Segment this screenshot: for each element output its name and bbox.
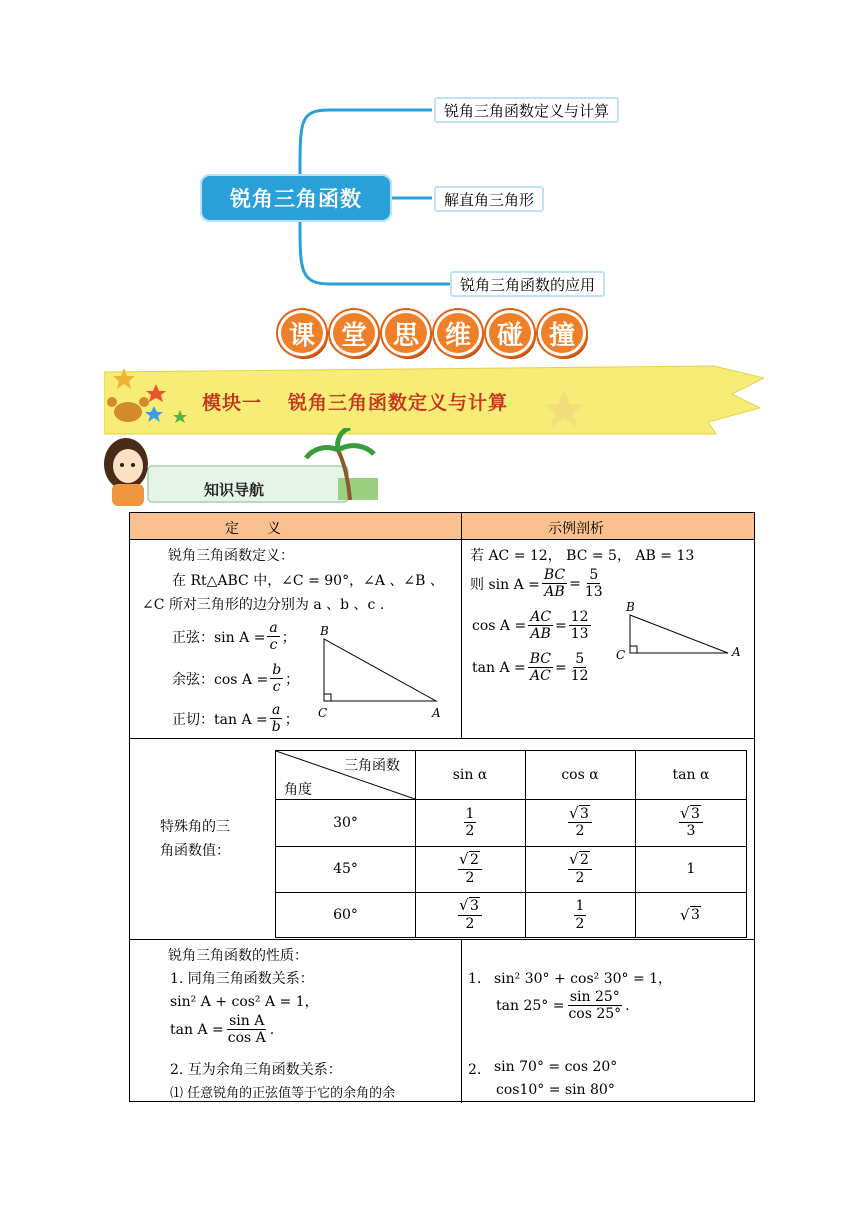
angle-30: 30° — [333, 814, 358, 831]
radicand: 3 — [580, 805, 589, 822]
props-title: 锐角三角函数的性质： — [168, 948, 308, 964]
example-1-number: 1． — [468, 971, 491, 987]
mindmap-connectors — [0, 0, 860, 320]
cos-denominator: c — [272, 679, 281, 696]
girl-avatar-icon — [104, 438, 148, 506]
fraction-numerator: BC — [543, 567, 566, 583]
fraction-denominator: AB — [530, 626, 551, 643]
example-given: 若 AC = 12， BC = 5， AB = 13 — [470, 548, 695, 564]
sin-45 — [415, 846, 525, 892]
definition-line-2: ∠C 所对三角形的边分别为 a 、b 、c . — [142, 597, 385, 613]
banner-char: 思 — [382, 310, 430, 356]
tan-denominator: b — [271, 719, 281, 736]
right-triangle-diagram — [316, 625, 446, 721]
cos-45 — [525, 846, 635, 892]
col-sin: sin α — [452, 767, 488, 783]
module-name: 锐角三角函数定义与计算 — [288, 392, 509, 414]
equals-sign: = — [569, 575, 581, 592]
props-item-2-1: ⑴ 任意锐角的正弦值等于它的余角的余 — [170, 1086, 396, 1101]
banner-char: 堂 — [330, 310, 378, 356]
module-number: 模块一 — [202, 392, 263, 414]
fraction-numerator: 1 — [465, 805, 475, 822]
example-2-number: 2． — [468, 1062, 491, 1078]
tan-label: tan A = — [170, 1021, 224, 1038]
divider — [461, 939, 462, 1103]
banner-char: 课 — [278, 310, 326, 356]
semicolon: ； — [285, 671, 300, 688]
fraction-numerator: 12 — [570, 609, 589, 625]
fraction-numerator: 1 — [575, 898, 585, 915]
tan-label: tan 25° = — [496, 997, 565, 1014]
special-angle-table — [275, 750, 747, 938]
fraction-denominator: 2 — [575, 823, 585, 839]
semicolon: ； — [284, 711, 299, 728]
example-tan-prefix: tan A = — [472, 659, 526, 676]
example-tan — [472, 651, 593, 684]
example-sin-prefix: 则 sin A = — [470, 576, 540, 593]
fraction-denominator: 2 — [575, 869, 585, 886]
tan-label: 正切：tan A = — [172, 711, 268, 728]
radicand: 2 — [580, 852, 589, 869]
fraction-denominator: 2 — [465, 869, 475, 886]
cos-30 — [525, 799, 635, 846]
props-item-1: 1. 同角三角函数关系： — [170, 971, 314, 987]
connector-branch-1 — [300, 110, 432, 174]
example-1-tan — [496, 989, 630, 1022]
fraction-numerator: sin A — [229, 1013, 265, 1029]
fraction-numerator: 5 — [575, 651, 585, 667]
fraction-denominator: 12 — [570, 668, 589, 685]
banner-char: 撞 — [538, 310, 586, 356]
angle-45: 45° — [333, 861, 358, 877]
banner-char: 维 — [434, 310, 482, 356]
vertex-b-label: B — [626, 601, 635, 614]
radicand: 3 — [691, 907, 700, 923]
fraction-denominator: 2 — [465, 823, 475, 839]
tan-definition — [172, 702, 299, 735]
example-cos-prefix: cos A = — [472, 617, 527, 634]
sin-60 — [415, 892, 525, 938]
col-tan: tan α — [672, 767, 710, 783]
definition-line-1: 在 Rt△ABC 中，∠C = 90°，∠A 、∠B 、 — [172, 573, 444, 589]
special-label-line-1: 特殊角的三 — [160, 819, 230, 835]
divider — [130, 738, 754, 739]
mindmap-root: 锐角三角函数 — [200, 174, 392, 222]
header-example: 示例剖析 — [548, 521, 604, 537]
cos-label: 余弦：cos A = — [172, 671, 269, 688]
mindmap-branch-application: 锐角三角函数的应用 — [450, 271, 605, 297]
fraction-denominator: 13 — [584, 584, 603, 601]
section-banner — [278, 310, 586, 356]
cos-60 — [525, 892, 635, 938]
fraction-denominator: 13 — [570, 626, 589, 643]
example-sin — [470, 567, 607, 600]
fraction-denominator: 2 — [575, 915, 585, 932]
fraction-denominator: AC — [529, 668, 551, 685]
vertex-b-label: B — [320, 625, 329, 638]
table-header-row — [130, 513, 754, 539]
definition-title: 锐角三角函数定义： — [168, 548, 294, 564]
fraction-numerator: 5 — [589, 567, 599, 583]
sin-30 — [415, 799, 525, 846]
tan-60 — [635, 892, 747, 938]
equals-sign: = — [555, 617, 567, 634]
props-tan-identity — [170, 1013, 274, 1046]
radicand: 3 — [470, 898, 479, 915]
fraction-numerator: AC — [530, 609, 552, 625]
example-1-identity: sin² 30° + cos² 30° = 1， — [494, 971, 673, 987]
fraction-denominator: AB — [544, 584, 565, 601]
sin-denominator: c — [269, 637, 278, 654]
divider — [130, 939, 754, 940]
fraction-numerator: BC — [529, 651, 551, 667]
knowledge-table — [129, 512, 755, 1102]
col-cos: cos α — [561, 767, 599, 783]
example-cos — [472, 609, 593, 642]
angle-60: 60° — [333, 907, 358, 923]
tan-45: 1 — [686, 861, 696, 877]
equals-sign: = — [555, 659, 567, 676]
fraction-denominator: cos A — [227, 1030, 266, 1047]
vertex-c-label: C — [616, 648, 626, 662]
divider — [130, 539, 754, 540]
radicand: 3 — [691, 805, 700, 822]
vertex-a-label: A — [432, 706, 441, 720]
props-identity: sin² A + cos² A = 1， — [170, 994, 319, 1010]
module-title — [202, 388, 508, 415]
example-2-line-1: sin 70° = cos 20° — [494, 1059, 618, 1075]
divider — [461, 513, 462, 738]
tan-numerator: a — [272, 702, 281, 718]
period: . — [625, 997, 630, 1014]
semicolon: ； — [281, 629, 296, 646]
diag-header-function: 三角函数 — [344, 758, 400, 774]
period: . — [269, 1021, 275, 1038]
sin-label: 正弦：sin A = — [172, 629, 266, 646]
fraction-denominator: 3 — [686, 823, 696, 839]
radicand: 2 — [470, 852, 479, 869]
example-triangle-diagram — [616, 601, 746, 663]
sin-definition — [172, 620, 296, 653]
fraction-denominator: 2 — [465, 915, 475, 932]
mindmap-branch-definition: 锐角三角函数定义与计算 — [434, 97, 619, 123]
cos-definition — [172, 662, 299, 695]
diag-header-angle: 角度 — [284, 782, 312, 798]
sin-numerator: a — [269, 620, 278, 636]
connector-branch-3 — [300, 222, 450, 284]
vertex-a-label: A — [732, 645, 741, 659]
mindmap-branch-solve-triangle: 解直角三角形 — [434, 186, 544, 212]
fraction-denominator: cos 25° — [568, 1006, 622, 1023]
special-label-line-2: 角函数值： — [160, 843, 230, 859]
props-item-2: 2. 互为余角三角函数关系： — [170, 1062, 342, 1078]
fraction-numerator: sin 25° — [569, 989, 620, 1005]
banner-char: 碰 — [486, 310, 534, 356]
knowledge-nav-label: 知识导航 — [204, 481, 265, 499]
vertex-c-label: C — [318, 706, 328, 720]
header-definition: 定 义 — [225, 521, 281, 537]
cos-numerator: b — [272, 662, 282, 678]
example-2-line-2: cos10° = sin 80° — [496, 1082, 615, 1098]
tan-30 — [635, 799, 747, 846]
